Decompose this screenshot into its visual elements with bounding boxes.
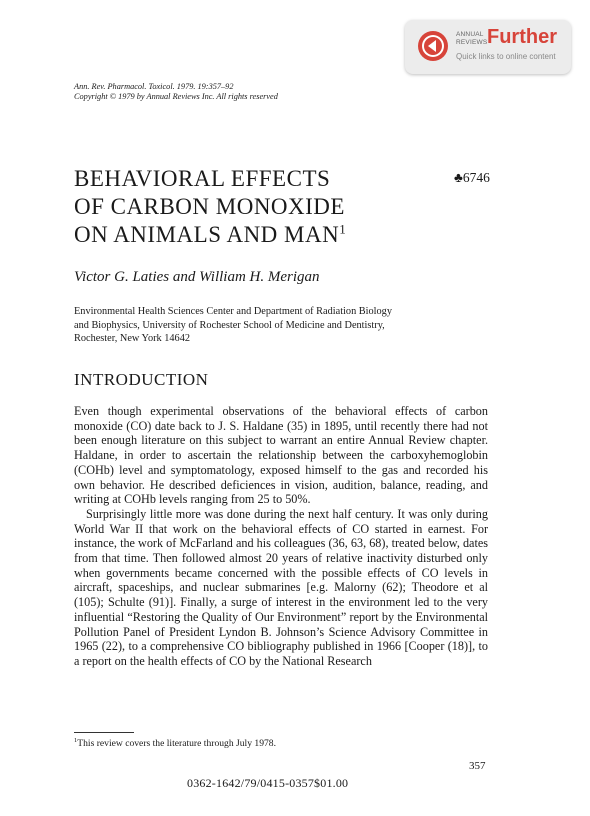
price-code: 0362-1642/79/0415-0357$01.00 <box>187 776 349 790</box>
badge-brand-line1: ANNUAL <box>456 31 484 38</box>
footnote-text: This review covers the literature through July 1978. <box>77 738 277 750</box>
journal-copyright: Copyright © 1979 by Annual Reviews Inc. All rights reserved <box>74 92 278 101</box>
affiliation-line-2: and Biophysics, University of Rochester School of Medicine and Dentistry, <box>74 319 385 331</box>
affiliation <box>74 305 504 346</box>
body-text <box>74 404 488 669</box>
further-badge[interactable] <box>405 20 571 74</box>
page-number: 357 <box>469 760 486 772</box>
badge-tagline: Quick links to online content <box>456 52 556 61</box>
article-title <box>74 165 346 249</box>
title-line-2: OF CARBON MONOXIDE <box>74 194 345 219</box>
authors: Victor G. Laties and William H. Merigan <box>74 269 320 285</box>
journal-citation: Ann. Rev. Pharmacol. Toxicol. 1979. 19:357–92 <box>74 82 234 91</box>
badge-brand <box>456 31 487 46</box>
title-footnote-mark[interactable]: 1 <box>339 221 347 237</box>
affiliation-line-3: Rochester, New York 14642 <box>74 333 190 344</box>
affiliation-line-1: Environmental Health Sciences Center and Department of Radiation Biology <box>74 306 392 317</box>
paragraph-2: Surprisingly little more was done during the next half century. It was only during World War II that work on the behavioral effects of CO started in earnest. For instance, the work of McFarland and his colleagues (36, 63, 68), treated below, dates from that time. Then followed almost 20 years of relative inactivity disturbed only when governments became concerned with the possible effects of CO levels in aircraft, spaceships, and nuclear submarines [e.g. Malorny (62); Theodore et al (105); Schulte (91)]. Finally, a surge of interest in the environment led to the very influential “Restoring the Quality of Our Environment” report by the Environmental Pollution Panel of President Lyndon B. Johnson’s Science Advisory Committee in 1965 (22), to a comprehensive CO bibliography published in 1966 [Cooper (18)], to a report on the health effects of CO by the National Research <box>74 506 488 668</box>
journal-header <box>74 82 278 102</box>
footnote-rule <box>74 732 134 733</box>
play-arrow-icon <box>417 30 449 62</box>
title-line-3: ON ANIMALS AND MAN <box>74 222 340 247</box>
paragraph-1: Even though experimental observations of the behavioral effects of carbon monoxide (CO) date back to J. S. Haldane (35) in 1895, until recently there had not been enough literature on this subject to warrant an entire Annual Review chapter. Haldane, in order to ascertain the relationship between the carboxyhemoglobin (COHb) level and symptomatology, exposed himself to the gas and recorded his own behavior. He described deficiences in vision, audition, balance, reading, and writing at COHb levels ranging from 25 to 50%. <box>74 404 488 507</box>
title-line-1: BEHAVIORAL EFFECTS <box>74 166 331 191</box>
footnote-mark: 1 <box>74 737 78 744</box>
badge-name: Further <box>487 26 557 48</box>
section-heading: INTRODUCTION <box>74 370 209 389</box>
article-code: ♣6746 <box>454 170 490 185</box>
footnote <box>74 737 276 749</box>
badge-brand-line2: REVIEWS <box>456 38 488 46</box>
